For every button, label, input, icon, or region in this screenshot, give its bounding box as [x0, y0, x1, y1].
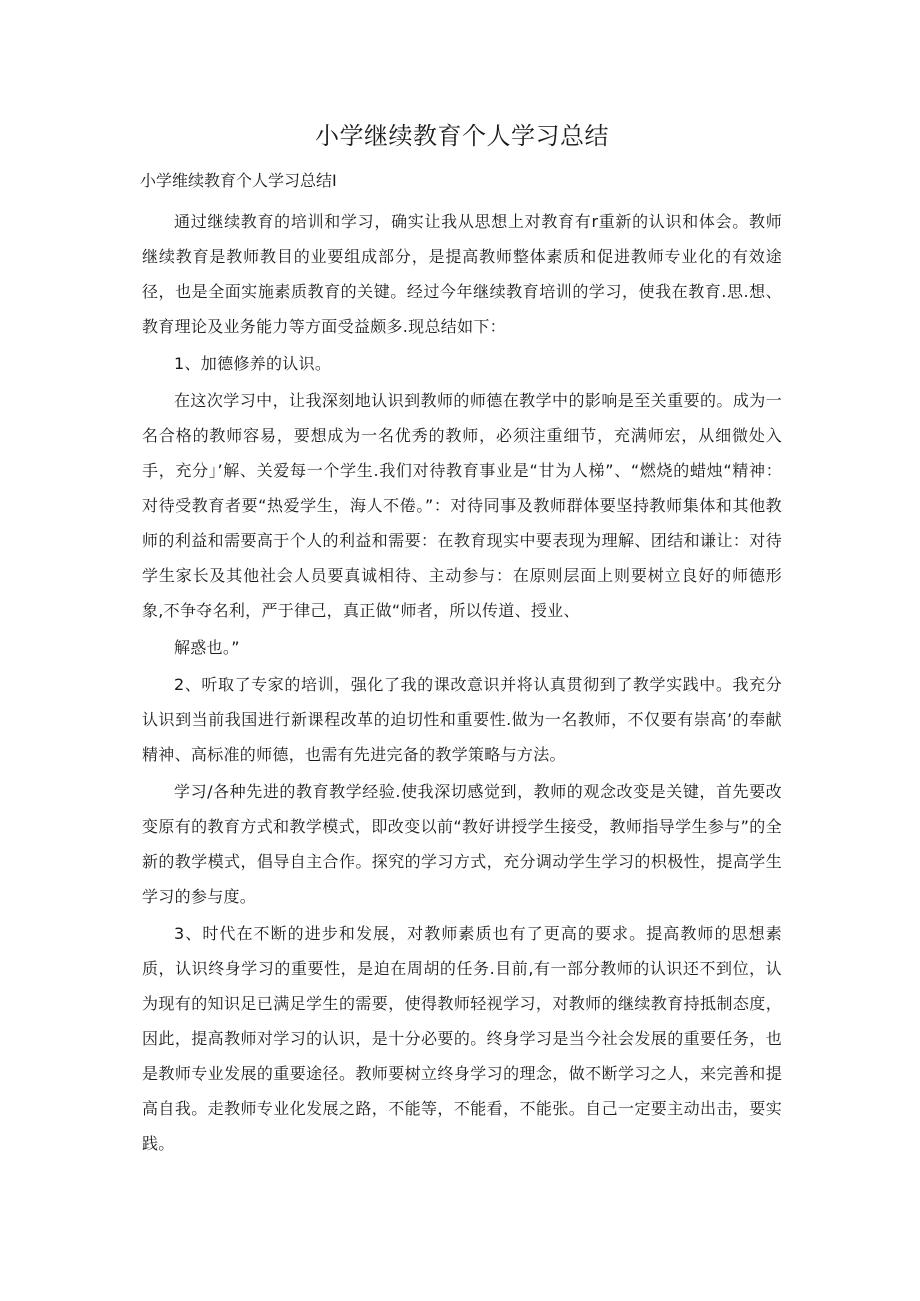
- paragraph-ethics-tail: 解惑也。”: [174, 638, 240, 657]
- paragraph-heading-1: 1、加德修养的认识。: [174, 354, 332, 373]
- document-subtitle: 小学维续教育个人学习总结I: [140, 171, 337, 190]
- paragraph-ethics: 在这次学习中，让我深刻地认识到教师的师德在教学中的影响是至关重要的。成为一名合格的教师容易，要想成为一名优秀的教师，必须注重细节，充满师宏，从细微处入手，充分」’解、关爱每一个学生.我们对待教育事业是“甘为人梯”、“燃烧的蜡烛“精神：对待受教育者要“热爱学生，海人不倦。”：对待同事及教师群体要坚持教师集体和其他教师的利益和需要高于个人的利益和需要：在教育现实中要表现为理解、团结和谦让：对待学生家长及其他社会人员要真诚相待、主动参与：在原则层面上则要树立良好的师德形象,不争夺名利，严于律己，真正做“师者，所以传道、授业、: [142, 391, 782, 620]
- paragraph-experience: 学习/各种先进的教育教学经验.使我深切感觉到，教师的观念改变是关键，首先要改变原有的教育方式和教学模式，即改变以前“教好讲授学生接受，教师指导学生参与”的全新的教学模式，倡导自主合作。探究的学习方式，充分调动学生学习的枳极性，提高学生学习的参与度。: [142, 782, 782, 906]
- paragraph-intro: 通过继续教育的培训和学习，确实让我从思想上对教育有r重新的认识和体会。教师继续教育是教师教目的业要组成部分，是提高教师整体素质和促进教师专业化的有效途径，也是全面实施素质教育的关键。经过今年继续教育培训的学习，使我在教育.思.想、教育理论及业务能力等方面受益颇多.现总结如下：: [142, 212, 782, 336]
- document-title: 小学继续教育个人学习总结: [315, 122, 609, 150]
- paragraph-heading-2: 2、听取了专家的培训，强化了我的课改意识并将认真贯彻到了教学实践中。我充分认识到当前我国进行新课程改革的迫切性和重要性.做为一名教师，不仅要有崇高’的奉献精神、高标准的师德，也需有先进完备的教学策略与方法。: [142, 675, 782, 764]
- paragraph-heading-3: 3、时代在不断的进步和发展，对教师素质也有了更高的要求。提高教师的思想素质，认识终身学习的重要性，是迫在周胡的任务.目前,有一部分教师的认识还不到位，认为现有的知识足已满足学生的需要，使得教师轻视学习，对教师的继续教育持抵制态度，因此，提高教师对学习的认识，是十分必要的。终身学习是当今社会发展的重要任务，也是教师专业发展的重要途径。教师要树立终身学习的理念，做不断学习之人，来完善和提高自我。走教师专业化发展之路，不能等，不能看，不能张。自己一定要主动出击，要实践。: [142, 924, 782, 1153]
